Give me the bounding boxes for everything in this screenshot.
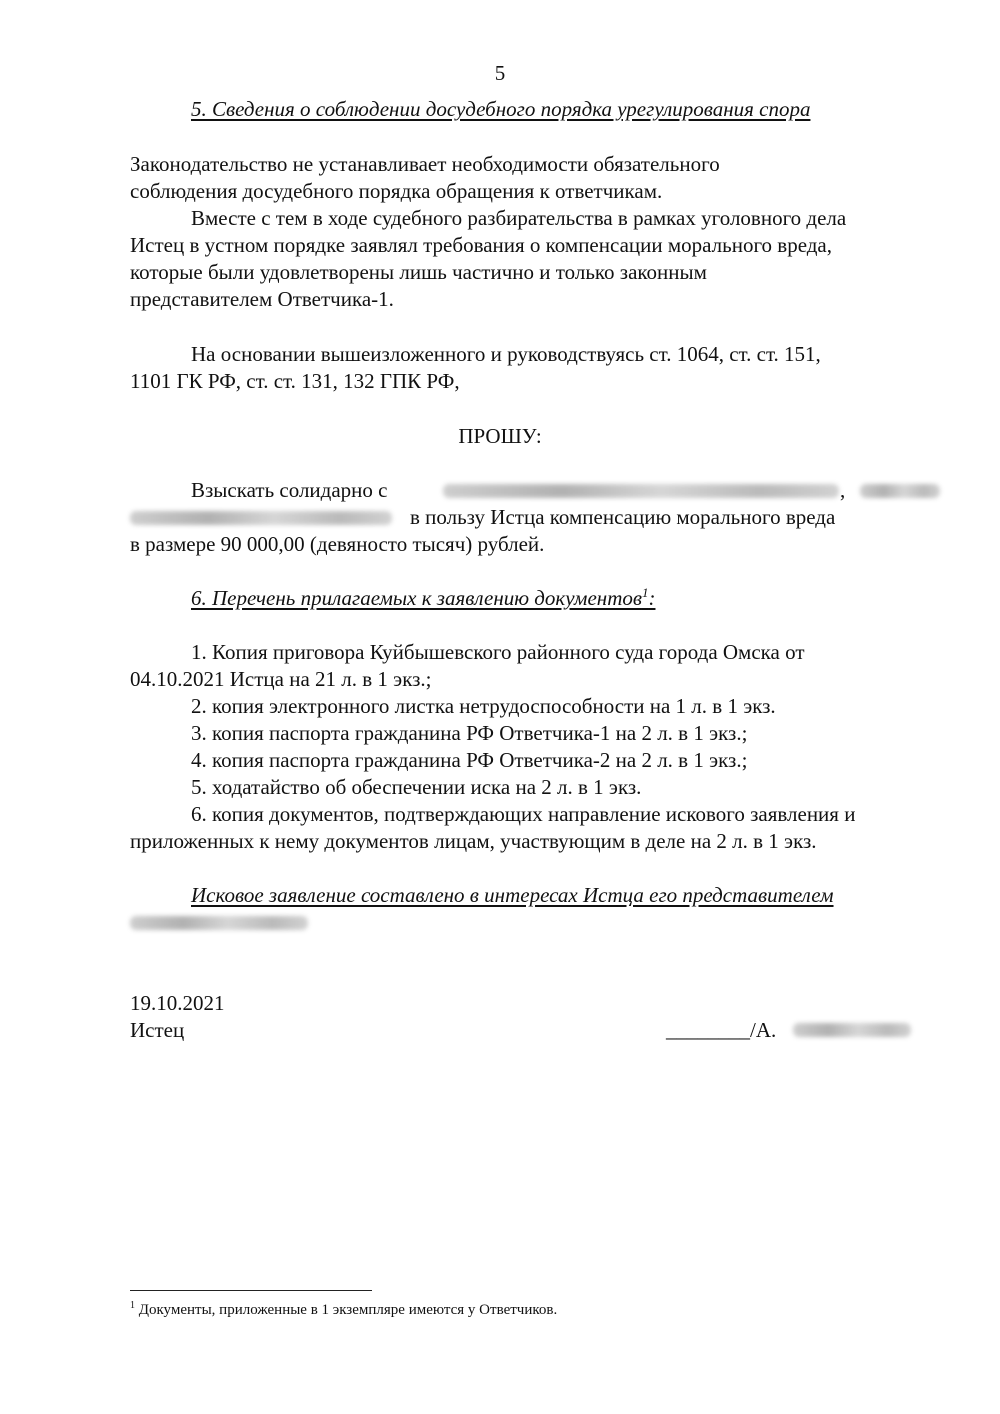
section5-p1-line1: Законодательство не устанавливает необходимости обязательного <box>130 152 720 176</box>
attachment-item6-line1: 6. копия документов, подтверждающих направление искового заявления и <box>191 802 856 826</box>
attachment-item1-line2: 04.10.2021 Истца на 21 л. в 1 экз.; <box>130 667 432 691</box>
attachment-item1-line1: 1. Копия приговора Куйбышевского районного суда города Омска от <box>191 640 805 664</box>
section5-p2-line3: которые были удовлетворены лишь частично и только законным <box>130 260 707 284</box>
section5-p2-line1: Вместе с тем в ходе судебного разбирательства в рамках уголовного дела <box>191 206 847 230</box>
section5-heading: 5. Сведения о соблюдении досудебного порядка урегулирования спора <box>191 97 811 121</box>
footnote-separator <box>130 1290 372 1291</box>
plaintiff-label: Истец <box>130 1018 185 1042</box>
section5-p2-line2: Истец в устном порядке заявлял требования о компенсации морального вреда, <box>130 233 832 257</box>
footnote <box>130 1300 557 1320</box>
basis-line1: На основании вышеизложенного и руководствуясь ст. 1064, ст. ст. 151, <box>191 342 821 366</box>
attachment-item5: 5. ходатайство об обеспечении иска на 2 л. в 1 экз. <box>191 775 642 799</box>
redacted-defendant-2-part1 <box>860 484 940 498</box>
request-heading: ПРОШУ: <box>458 424 542 448</box>
request-line3: в размере 90 000,00 (девяносто тысяч) рублей. <box>130 532 545 556</box>
page-number: 5 <box>494 61 506 85</box>
section6-heading: 6. Перечень прилагаемых к заявлению документов$^1$: <box>191 585 656 610</box>
representative-note: Исковое заявление составлено в интересах Истца его представителем <box>191 883 834 907</box>
redacted-defendant-1 <box>443 484 839 498</box>
request-line1-start: Взыскать солидарно с <box>191 478 388 502</box>
redacted-plaintiff-name <box>793 1023 911 1037</box>
footnote-text: Документы, приложенные в 1 экземпляре имеются у Ответчиков. <box>138 1302 558 1318</box>
redacted-defendant-2-part2 <box>130 511 392 525</box>
document-date: 19.10.2021 <box>130 991 225 1015</box>
section5-p1-line2: соблюдения досудебного порядка обращения к ответчикам. <box>130 179 663 203</box>
request-line2-end: в пользу Истца компенсацию морального вреда <box>410 505 836 529</box>
footnote-mark: 1 <box>130 1300 135 1311</box>
section5-p2-line4: представителем Ответчика-1. <box>130 287 394 311</box>
signature-line: ________/А. <box>666 1018 777 1042</box>
attachment-item4: 4. копия паспорта гражданина РФ Ответчика-2 на 2 л. в 1 экз.; <box>191 748 748 772</box>
basis-line2: 1101 ГК РФ, ст. ст. 131, 132 ГПК РФ, <box>130 369 460 393</box>
attachment-item2: 2. копия электронного листка нетрудоспособности на 1 л. в 1 экз. <box>191 694 776 718</box>
request-comma: , <box>840 478 846 502</box>
redacted-representative-name <box>130 916 308 930</box>
footnote-reference: 1 <box>641 585 649 600</box>
attachment-item6-line2: приложенных к нему документов лицам, участвующим в деле на 2 л. в 1 экз. <box>130 829 817 853</box>
attachment-item3: 3. копия паспорта гражданина РФ Ответчика-1 на 2 л. в 1 экз.; <box>191 721 748 745</box>
